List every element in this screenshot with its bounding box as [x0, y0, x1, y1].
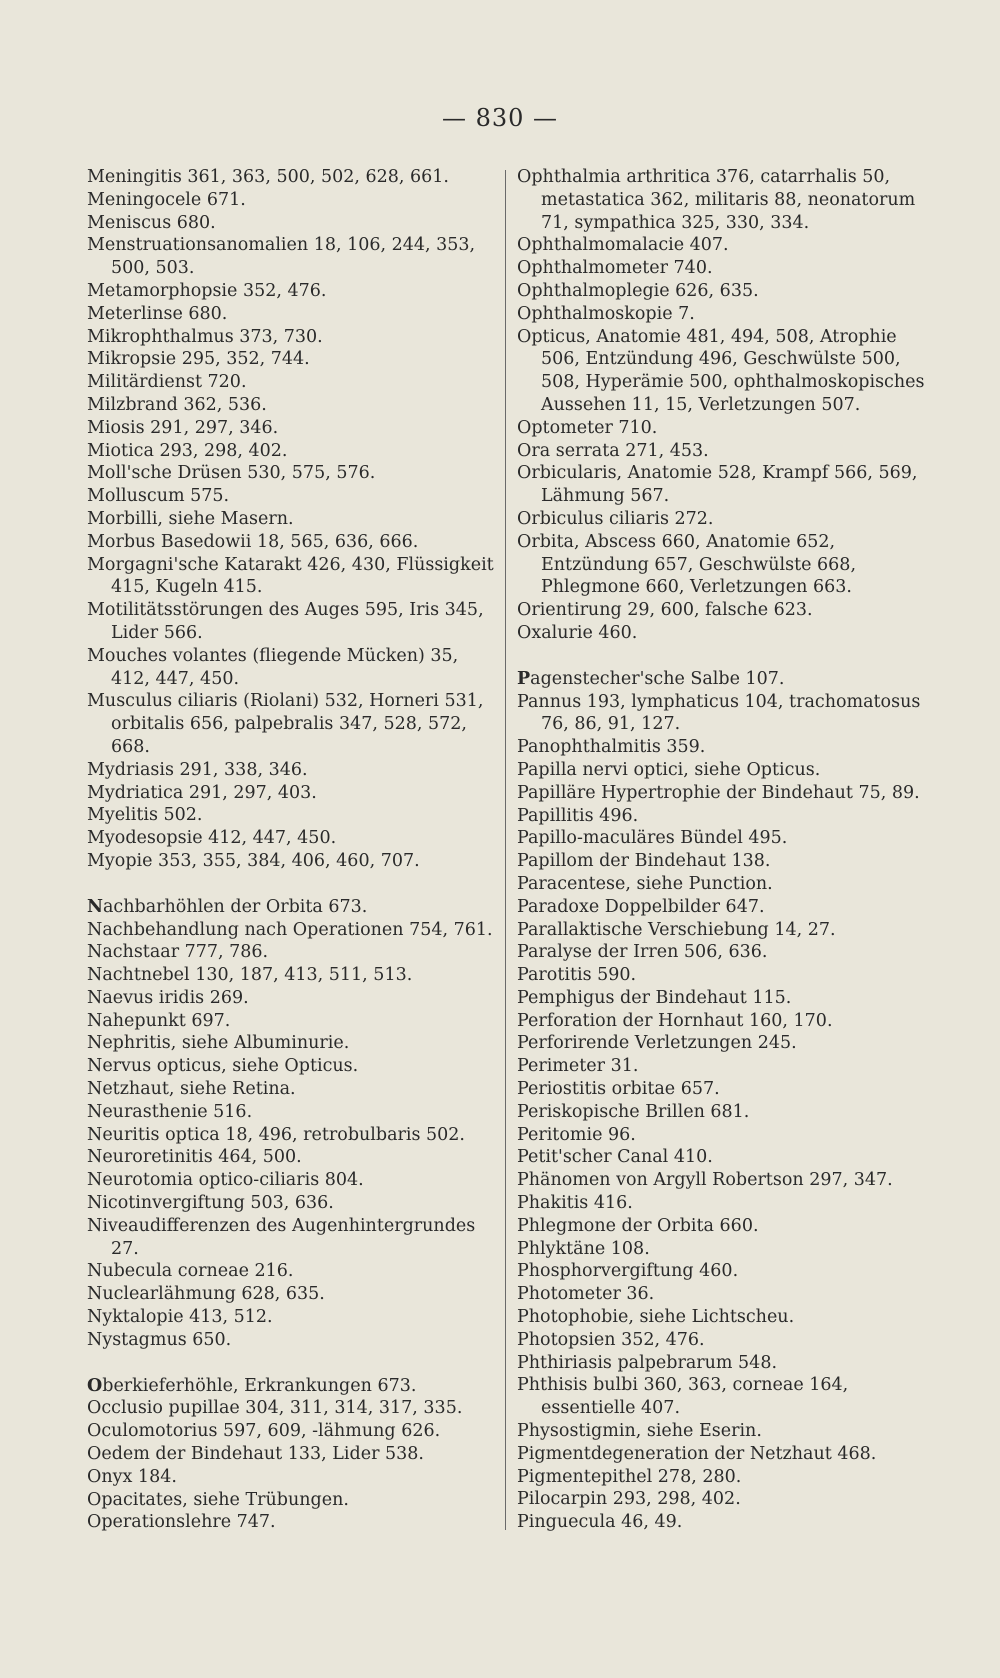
index-entry: [87, 394, 501, 417]
index-entry-text: Papilläre Hypertrophie der Bindehaut 75, 89.: [517, 782, 920, 803]
index-entry: [87, 941, 501, 964]
index-entry: [517, 599, 935, 622]
index-entry-text: achbarhöhlen der Orbita 673.: [103, 896, 368, 917]
index-entry: [517, 1329, 935, 1352]
index-entry: [517, 1215, 935, 1238]
index-entry: [87, 234, 501, 280]
index-entry-text: Miotica 293, 298, 402.: [87, 440, 288, 461]
index-entry-text: Myodesopsie 412, 447, 450.: [87, 828, 337, 849]
index-entry: [517, 1192, 935, 1215]
index-entry-text: Milzbrand 362, 536.: [87, 394, 267, 415]
index-entry-text: Papillo-maculäres Bündel 495.: [517, 828, 788, 849]
section-initial-letter: N: [87, 896, 103, 917]
index-entry-text: Phlyktäne 108.: [517, 1238, 650, 1259]
index-entry: [517, 896, 935, 919]
index-entry: [87, 280, 501, 303]
index-entry-text: Panophthalmitis 359.: [517, 737, 706, 758]
letter-section-gap: [517, 645, 935, 668]
index-entry-text: Niveaudifferenzen des Augenhintergrundes 27.: [87, 1215, 476, 1259]
index-entry-text: Orientirung 29, 600, falsche 623.: [517, 600, 813, 621]
index-entry: [87, 964, 501, 987]
index-entry-text: Nuclearlähmung 628, 635.: [87, 1284, 325, 1305]
index-entry: [517, 964, 935, 987]
index-entry-text: Motilitätsstörungen des Auges 595, Iris 345, Lider 566.: [87, 600, 484, 643]
index-entry: [87, 485, 501, 508]
index-entry-text: Ophthalmomalacie 407.: [517, 235, 729, 256]
index-entry: [517, 941, 935, 964]
index-entry-text: Ophthalmia arthritica 376, catarrhalis 50, metastatica 362, militaris 88, neonatorum 71, sympathica 325, 330, 334.: [517, 167, 916, 233]
index-entry: [517, 1306, 935, 1329]
index-entry-text: Mydriatica 291, 297, 403.: [87, 782, 317, 803]
section-initial-letter: O: [87, 1375, 103, 1396]
index-entry: [87, 1192, 501, 1215]
index-entry-text: Nyktalopie 413, 512.: [87, 1307, 273, 1328]
index-entry-text: Pannus 193, lymphaticus 104, trachomatosus 76, 86, 91, 127.: [517, 691, 921, 735]
index-entry: [87, 1010, 501, 1033]
index-entry: [87, 508, 501, 531]
index-entry: [87, 1055, 501, 1078]
index-entry-text: Mikrophthalmus 373, 730.: [87, 326, 323, 347]
index-entry-text: Papillitis 496.: [517, 805, 639, 826]
index-entry-text: Occlusio pupillae 304, 311, 314, 317, 335.: [87, 1398, 463, 1419]
index-entry: [517, 326, 935, 417]
index-entry-text: Pigmentepithel 278, 280.: [517, 1466, 742, 1487]
index-entry: [87, 827, 501, 850]
index-entry: [87, 326, 501, 349]
index-entry-text: Orbiculus ciliaris 272.: [517, 508, 714, 529]
index-entry: [87, 554, 501, 600]
index-entry: [517, 1466, 935, 1489]
index-entry-text: Nubecula corneae 216.: [87, 1261, 294, 1282]
index-entry: [517, 1443, 935, 1466]
index-entry: [87, 348, 501, 371]
index-entry-text: Nephritis, siehe Albuminurie.: [87, 1033, 350, 1054]
index-entry: [87, 371, 501, 394]
index-entry: [517, 873, 935, 896]
index-entry-text: Metamorphopsie 352, 476.: [87, 280, 327, 301]
index-entry: [87, 1329, 501, 1352]
index-entry-text: Neuritis optica 18, 496, retrobulbaris 502.: [87, 1124, 465, 1145]
index-entry: [517, 462, 935, 508]
index-entry: [517, 827, 935, 850]
index-entry: [517, 782, 935, 805]
index-entry-text: Nervus opticus, siehe Opticus.: [87, 1056, 359, 1077]
index-entry-text: Parallaktische Verschiebung 14, 27.: [517, 919, 836, 940]
index-entry: [517, 622, 935, 645]
index-entry-text: Parotitis 590.: [517, 965, 637, 986]
index-entry: [87, 462, 501, 485]
index-entry: [87, 919, 501, 942]
index-entry-text: Oculomotorius 597, 609, -lähmung 626.: [87, 1421, 441, 1442]
index-entry: [517, 280, 935, 303]
index-entry: [517, 1374, 935, 1420]
index-entry-text: Mouches volantes (fliegende Mücken) 35, 412, 447, 450.: [87, 645, 459, 689]
index-entry-text: Phakitis 416.: [517, 1193, 633, 1214]
index-entry: [517, 759, 935, 782]
index-entry-text: Paralyse der Irren 506, 636.: [517, 942, 768, 963]
index-entry-text: Orbicularis, Anatomie 528, Krampf 566, 569, Lähmung 567.: [517, 463, 918, 507]
index-entry: [517, 1146, 935, 1169]
index-entry: [517, 440, 935, 463]
index-entry-text: Phosphorvergiftung 460.: [517, 1261, 739, 1282]
index-entry-text: Menstruationsanomalien 18, 106, 244, 353, 500, 503.: [87, 235, 476, 279]
index-entry-text: Pilocarpin 293, 298, 402.: [517, 1489, 741, 1510]
index-entry: [87, 1306, 501, 1329]
index-entry-text: agenstecher'sche Salbe 107.: [530, 668, 785, 689]
column-divider: [505, 170, 506, 1530]
index-entry: [87, 440, 501, 463]
index-entry: [87, 599, 501, 645]
index-entry-text: Phthiriasis palpebrarum 548.: [517, 1352, 778, 1373]
index-entry-text: Operationslehre 747.: [87, 1512, 276, 1533]
letter-section-gap: [87, 873, 501, 896]
index-entry-text: Oedem der Bindehaut 133, Lider 538.: [87, 1444, 424, 1465]
index-entry: [87, 1124, 501, 1147]
index-entry-text: Netzhaut, siehe Retina.: [87, 1079, 296, 1100]
index-entry: [87, 1511, 501, 1534]
index-entry: [87, 303, 501, 326]
index-entry: [517, 1055, 935, 1078]
index-entry-text: Myopie 353, 355, 384, 406, 460, 707.: [87, 850, 420, 871]
index-entry-text: Pemphigus der Bindehaut 115.: [517, 987, 792, 1008]
index-entry: [517, 531, 935, 599]
index-entry: [87, 690, 501, 758]
index-entry-text: Onyx 184.: [87, 1466, 177, 1487]
index-entry: [517, 919, 935, 942]
index-entry: [87, 850, 501, 873]
index-entry: [517, 805, 935, 828]
index-entry: [87, 212, 501, 235]
index-entry: [87, 189, 501, 212]
index-entry-text: Orbita, Abscess 660, Anatomie 652, Entzündung 657, Geschwülste 668, Phlegmone 660, Verletzungen 663.: [517, 531, 857, 598]
index-entry: [517, 668, 935, 691]
index-entry-text: Perforirende Verletzungen 245.: [517, 1033, 797, 1054]
index-entry: [517, 1352, 935, 1375]
index-entry: [517, 257, 935, 280]
index-entry-text: Periostitis orbitae 657.: [517, 1079, 720, 1100]
index-entry-text: Mydriasis 291, 338, 346.: [87, 759, 308, 780]
index-entry: [87, 1489, 501, 1512]
index-entry: [87, 1420, 501, 1443]
index-entry: [87, 1466, 501, 1489]
index-entry: [517, 234, 935, 257]
index-entry: [517, 1260, 935, 1283]
index-entry-text: Neurotomia optico-ciliaris 804.: [87, 1170, 364, 1191]
index-entry: [517, 417, 935, 440]
index-entry: [517, 1032, 935, 1055]
index-entry: [87, 417, 501, 440]
index-entry-text: Photopsien 352, 476.: [517, 1329, 705, 1350]
index-entry-text: Nicotinvergiftung 503, 636.: [87, 1193, 334, 1214]
index-entry-text: Phthisis bulbi 360, 363, corneae 164, essentielle 407.: [517, 1375, 849, 1419]
index-entry: [517, 691, 935, 737]
index-entry-text: Myelitis 502.: [87, 805, 203, 826]
index-entry: [87, 759, 501, 782]
index-entry-text: Ophthalmoskopie 7.: [517, 303, 695, 324]
index-entry: [517, 987, 935, 1010]
index-entry-text: Ophthalmometer 740.: [517, 258, 713, 279]
index-entry-text: Pinguecula 46, 49.: [517, 1512, 683, 1533]
index-entry: [87, 804, 501, 827]
index-entry-text: Physostigmin, siehe Eserin.: [517, 1421, 762, 1442]
index-entry-text: Peritomie 96.: [517, 1124, 636, 1145]
index-entry-text: Nahepunkt 697.: [87, 1010, 231, 1031]
index-entry: [87, 1260, 501, 1283]
index-entry-text: Ora serrata 271, 453.: [517, 440, 709, 461]
index-entry: [87, 1375, 501, 1398]
index-entry-text: Musculus ciliaris (Riolani) 532, Horneri 531, orbitalis 656, palpebralis 347, 528, 572, 668.: [87, 691, 484, 757]
index-entry: [87, 166, 501, 189]
index-entry: [517, 1101, 935, 1124]
index-entry-text: Miosis 291, 297, 346.: [87, 417, 279, 438]
index-entry-text: Nachbehandlung nach Operationen 754, 761.: [87, 919, 493, 940]
index-entry-text: Photometer 36.: [517, 1284, 655, 1305]
index-entry: [87, 1215, 501, 1261]
index-entry: [517, 303, 935, 326]
index-entry-text: Optometer 710.: [517, 417, 658, 438]
index-entry-text: Militärdienst 720.: [87, 372, 247, 393]
index-entry-text: Nachstaar 777, 786.: [87, 942, 269, 963]
index-entry: [87, 1283, 501, 1306]
index-entry: [517, 1420, 935, 1443]
index-entry: [517, 1124, 935, 1147]
left-index-column: [87, 166, 501, 1534]
index-entry-text: Meningocele 671.: [87, 189, 246, 210]
index-entry-text: Papilla nervi optici, siehe Opticus.: [517, 759, 821, 780]
index-entry-text: Molluscum 575.: [87, 486, 230, 507]
index-entry-text: Perimeter 31.: [517, 1056, 639, 1077]
index-entry: [87, 1078, 501, 1101]
index-entry-text: Neuroretinitis 464, 500.: [87, 1147, 302, 1168]
index-entry-text: Nystagmus 650.: [87, 1329, 232, 1350]
index-entry-text: Meningitis 361, 363, 500, 502, 628, 661.: [87, 167, 449, 187]
index-entry-text: Opticus, Anatomie 481, 494, 508, Atrophie 506, Entzündung 496, Geschwülste 500, 508, Hyperämie 500, ophthalmoskopisches Aussehen 11, 15, Verletzungen 507.: [517, 326, 925, 415]
index-entry: [87, 645, 501, 691]
index-entry: [517, 1078, 935, 1101]
index-entry: [87, 782, 501, 805]
index-entry: [517, 1488, 935, 1511]
index-entry: [87, 1146, 501, 1169]
index-entry-text: Naevus iridis 269.: [87, 987, 249, 1008]
index-entry-text: Phlegmone der Orbita 660.: [517, 1215, 759, 1236]
index-entry-text: Opacitates, siehe Trübungen.: [87, 1489, 349, 1510]
index-entry-text: Photophobie, siehe Lichtscheu.: [517, 1307, 795, 1328]
index-entry-text: Oxalurie 460.: [517, 622, 638, 643]
index-entry: [517, 850, 935, 873]
index-entry-text: Morbilli, siehe Masern.: [87, 508, 294, 529]
index-entry-text: Petit'scher Canal 410.: [517, 1147, 713, 1168]
index-entry: [517, 166, 935, 234]
index-entry: [87, 531, 501, 554]
index-entry: [517, 1238, 935, 1261]
index-entry-text: Mikropsie 295, 352, 744.: [87, 349, 310, 370]
index-entry-text: Ophthalmoplegie 626, 635.: [517, 280, 759, 301]
index-entry: [517, 508, 935, 531]
index-entry-text: Meniscus 680.: [87, 212, 216, 233]
section-initial-letter: P: [517, 668, 531, 689]
index-entry: [87, 987, 501, 1010]
index-entry-text: Periskopische Brillen 681.: [517, 1101, 750, 1122]
index-entry: [517, 1169, 935, 1192]
index-entry-text: Meterlinse 680.: [87, 303, 228, 324]
index-entry-text: Perforation der Hornhaut 160, 170.: [517, 1010, 833, 1031]
index-entry-text: Paracentese, siehe Punction.: [517, 873, 773, 894]
index-entry-text: Phänomen von Argyll Robertson 297, 347.: [517, 1170, 893, 1191]
index-entry: [517, 1283, 935, 1306]
index-entry-text: Paradoxe Doppelbilder 647.: [517, 896, 765, 917]
index-entry: [517, 1010, 935, 1033]
index-entry-text: Neurasthenie 516.: [87, 1101, 253, 1122]
index-entry-text: Pigmentdegeneration der Netzhaut 468.: [517, 1443, 877, 1464]
index-entry-text: Morgagni'sche Katarakt 426, 430, Flüssigkeit 415, Kugeln 415.: [87, 554, 494, 598]
index-entry-text: Nachtnebel 130, 187, 413, 511, 513.: [87, 965, 413, 986]
index-entry: [87, 1397, 501, 1420]
right-index-column: [517, 166, 935, 1534]
index-entry-text: Morbus Basedowii 18, 565, 636, 666.: [87, 531, 419, 552]
index-entry: [87, 1443, 501, 1466]
index-entry: [517, 736, 935, 759]
index-entry-text: Moll'sche Drüsen 530, 575, 576.: [87, 463, 376, 484]
page-number: — 830 —: [441, 104, 559, 132]
index-entry: [87, 896, 501, 919]
index-entry: [87, 1101, 501, 1124]
index-entry: [87, 1032, 501, 1055]
index-entry: [517, 1511, 935, 1534]
letter-section-gap: [87, 1352, 501, 1375]
index-entry-text: Papillom der Bindehaut 138.: [517, 851, 771, 872]
index-entry-text: berkieferhöhle, Erkrankungen 673.: [102, 1375, 417, 1396]
index-entry: [87, 1169, 501, 1192]
